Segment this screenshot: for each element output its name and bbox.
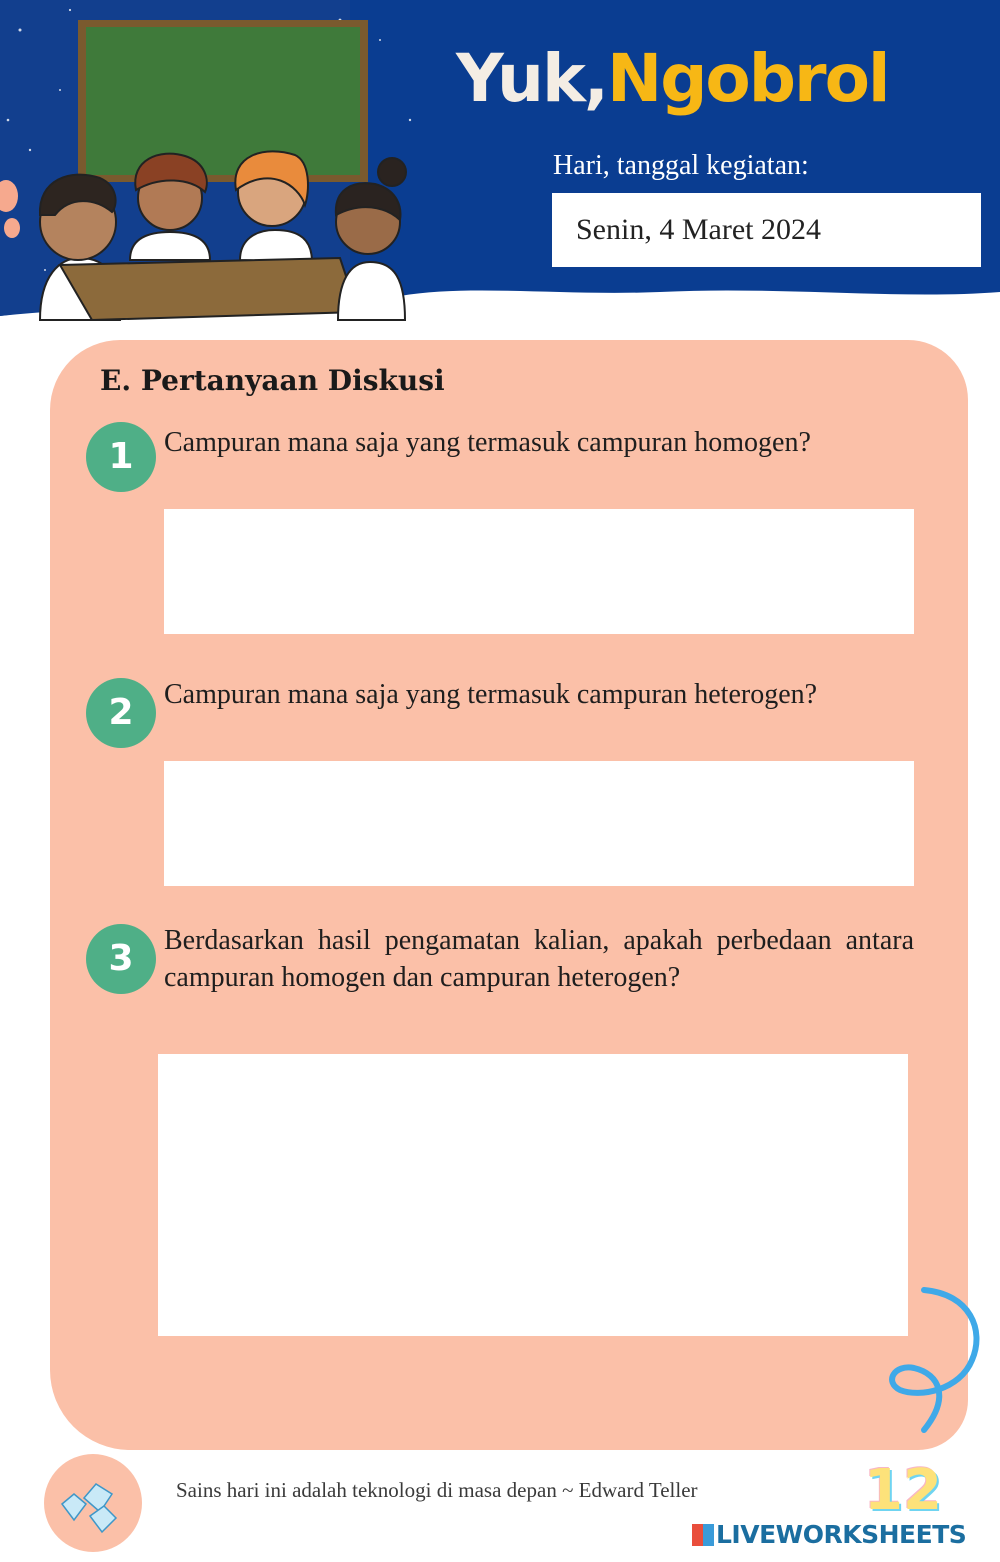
section-title: E. Pertanyaan Diskusi: [100, 364, 445, 397]
question-number-1: 1: [86, 422, 156, 492]
question-text-3: Berdasarkan hasil pengamatan kalian, apakah perbedaan antara campuran homogen dan campuran heterogen?: [164, 925, 914, 993]
footer-quote: Sains hari ini adalah teknologi di masa depan ~ Edward Teller: [176, 1478, 698, 1502]
answer-box-2[interactable]: [164, 761, 914, 886]
answer-box-3[interactable]: [158, 1054, 908, 1336]
date-field[interactable]: Senin, 4 Maret 2024: [552, 193, 981, 267]
footer-badge: [44, 1454, 142, 1552]
question-text-2: Campuran mana saja yang termasuk campuran heterogen?: [164, 679, 818, 710]
date-label: Hari, tanggal kegiatan:: [553, 150, 809, 181]
page-title: [456, 40, 889, 117]
page-number: 12: [864, 1458, 942, 1523]
title-part-yuk: Yuk,: [456, 40, 607, 117]
students-illustration: [0, 0, 420, 330]
question-number-2: 2: [86, 678, 156, 748]
liveworksheets-icon: [692, 1524, 714, 1546]
liveworksheets-label: LIVEWORKSHEETS: [716, 1520, 967, 1549]
diamond-icon: [44, 1454, 142, 1552]
title-part-ngobrol: Ngobrol: [606, 40, 889, 117]
liveworksheets-logo: [692, 1520, 966, 1549]
question-number-3: 3: [86, 924, 156, 994]
question-text-1: Campuran mana saja yang termasuk campuran homogen?: [164, 427, 811, 458]
answer-box-1[interactable]: [164, 509, 914, 634]
chalkboard: [86, 27, 360, 175]
swirl-decoration: [880, 1280, 990, 1440]
